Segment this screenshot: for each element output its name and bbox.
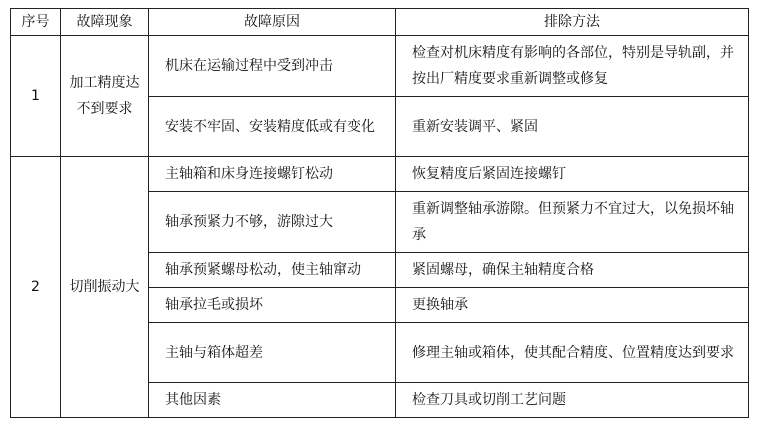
table-row xyxy=(11,36,749,97)
row-index: 1 xyxy=(11,36,61,157)
cause-cell: 主轴箱和床身连接螺钉松动 xyxy=(149,157,396,192)
cause-cell: 主轴与箱体超差 xyxy=(149,323,396,383)
row-symptom: 加工精度达不到要求 xyxy=(61,36,149,157)
header-cause: 故障原因 xyxy=(149,9,396,36)
cause-cell: 机床在运输过程中受到冲击 xyxy=(149,36,396,97)
fix-cell: 紧固螺母，确保主轴精度合格 xyxy=(396,253,749,288)
fix-cell: 重新调整轴承游隙。但预紧力不宜过大，以免损坏轴承 xyxy=(396,192,749,253)
cause-cell: 轴承预紧力不够，游隙过大 xyxy=(149,192,396,253)
cause-cell: 安装不牢固、安装精度低或有变化 xyxy=(149,97,396,157)
cause-cell: 其他因素 xyxy=(149,383,396,418)
fix-cell: 恢复精度后紧固连接螺钉 xyxy=(396,157,749,192)
fix-cell: 修理主轴或箱体，使其配合精度、位置精度达到要求 xyxy=(396,323,749,383)
fix-cell: 检查刀具或切削工艺问题 xyxy=(396,383,749,418)
table-row xyxy=(11,157,749,192)
row-index: 2 xyxy=(11,157,61,418)
header-row xyxy=(11,9,749,36)
cause-cell: 轴承拉毛或损坏 xyxy=(149,288,396,323)
header-symptom: 故障现象 xyxy=(61,9,149,36)
row-symptom: 切削振动大 xyxy=(61,157,149,418)
header-index: 序号 xyxy=(11,9,61,36)
cause-cell: 轴承预紧螺母松动，使主轴窜动 xyxy=(149,253,396,288)
header-fix: 排除方法 xyxy=(396,9,749,36)
fault-table xyxy=(10,8,749,418)
fix-cell: 重新安装调平、紧固 xyxy=(396,97,749,157)
fix-cell: 更换轴承 xyxy=(396,288,749,323)
fix-cell: 检查对机床精度有影响的各部位，特别是导轨副，并按出厂精度要求重新调整或修复 xyxy=(396,36,749,97)
